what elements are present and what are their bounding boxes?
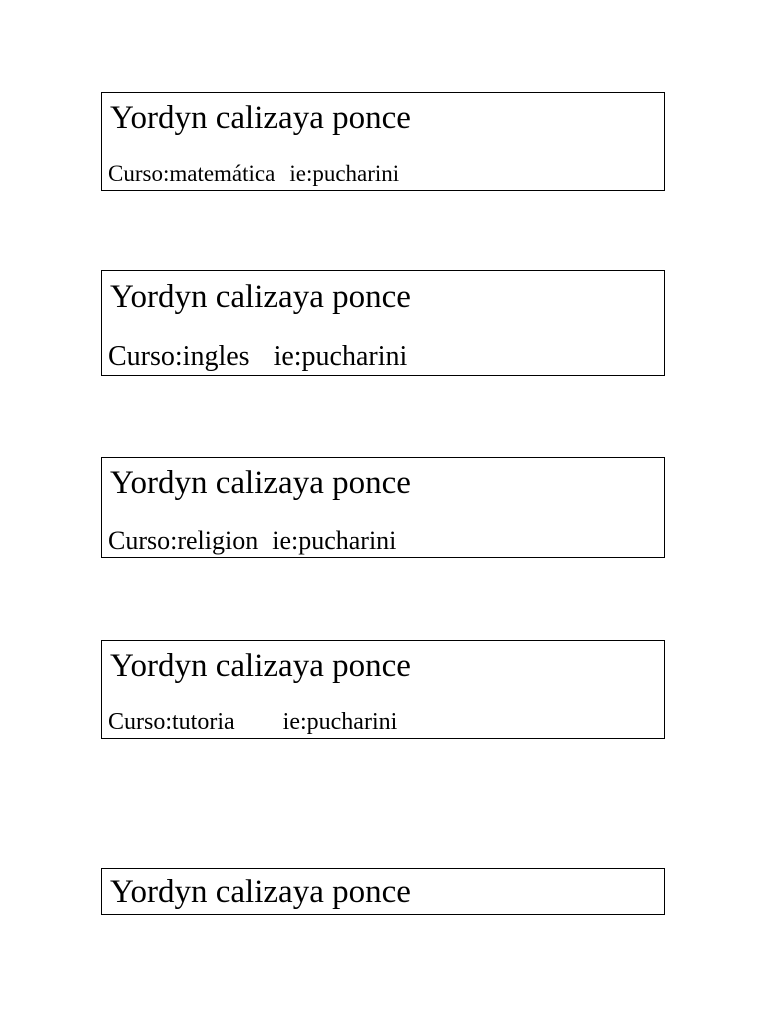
course-school-line <box>108 343 407 371</box>
student-name: Yordyn calizaya ponce <box>110 874 411 910</box>
course-school-line <box>108 710 397 734</box>
course-school-line <box>108 528 396 554</box>
school-text: ie:pucharini <box>282 709 398 735</box>
course-text: Curso:religion <box>108 526 259 555</box>
school-text: ie:pucharini <box>273 341 408 372</box>
student-name: Yordyn calizaya ponce <box>110 100 411 136</box>
course-text: Curso:ingles <box>108 341 250 372</box>
student-name: Yordyn calizaya ponce <box>110 279 411 315</box>
school-text: ie:pucharini <box>289 161 400 186</box>
course-text: Curso:matemática <box>108 161 276 186</box>
notebook-label-religion <box>101 457 665 558</box>
student-name: Yordyn calizaya ponce <box>110 465 411 501</box>
notebook-label-ingles <box>101 270 665 376</box>
student-name: Yordyn calizaya ponce <box>110 648 411 684</box>
course-school-line <box>108 162 399 185</box>
notebook-label-tutoria <box>101 640 665 739</box>
notebook-label-name-only <box>101 868 665 915</box>
course-text: Curso:tutoria <box>108 709 235 735</box>
school-text: ie:pucharini <box>272 526 397 555</box>
notebook-label-matematica <box>101 92 665 191</box>
